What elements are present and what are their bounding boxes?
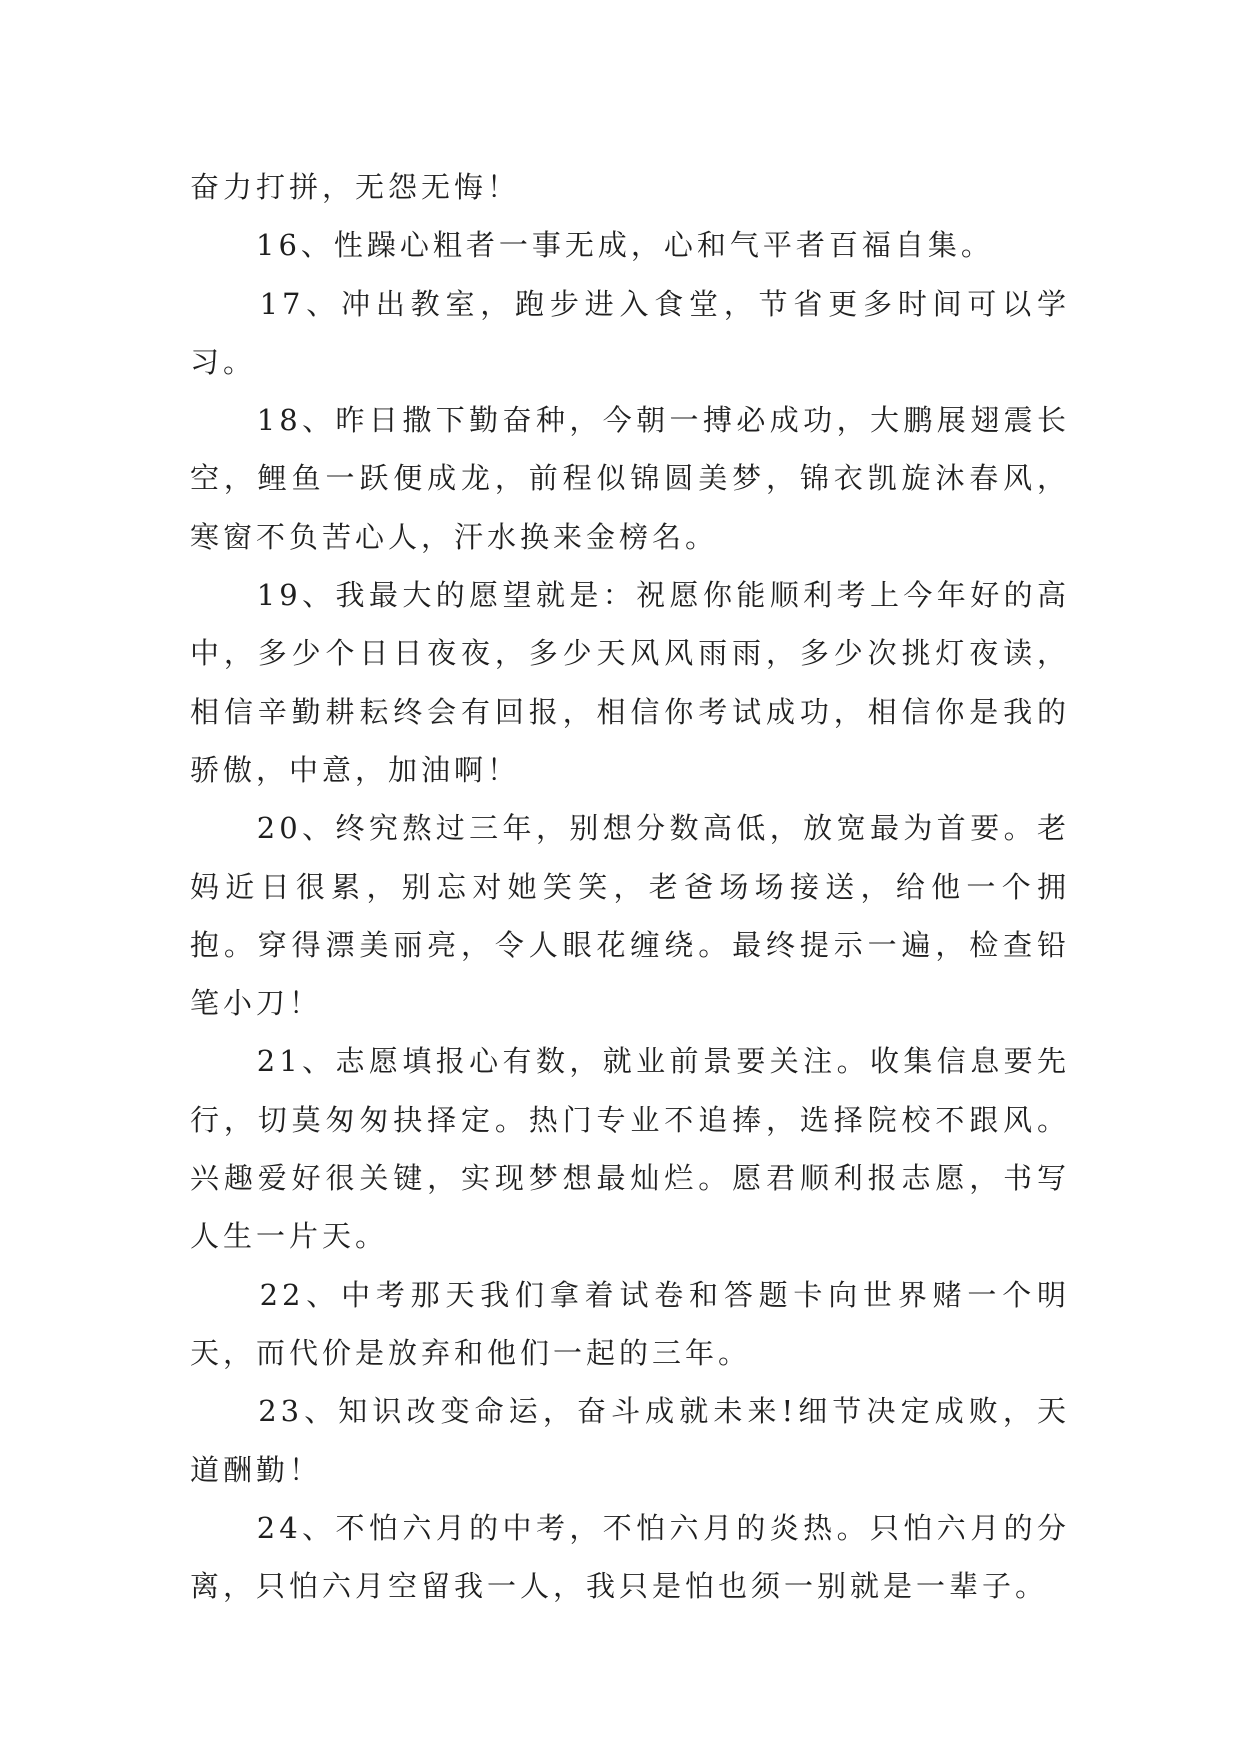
paragraph-23: 23、知识改变命运，奋斗成就未来!细节决定成败，天道酬勤！: [190, 1394, 1070, 1487]
paragraph-21: 21、志愿填报心有数，就业前景要关注。收集信息要先行，切莫匆匆抉择定。热门专业不追捧，选择院校不跟风。兴趣爱好很关键，实现梦想最灿烂。愿君顺利报志愿，书写人生一片天。: [190, 1044, 1070, 1254]
paragraph-16: 16、性躁心粗者一事无成，心和气平者百福自集。: [190, 228, 994, 263]
paragraph-18: 18、昨日撒下勤奋种，今朝一搏必成功，大鹏展翅震长空，鲤鱼一跃便成龙，前程似锦圆美梦，锦衣凯旋沐春风，寒窗不负苦心人，汗水换来金榜名。: [190, 403, 1070, 554]
paragraph-22: 22、中考那天我们拿着试卷和答题卡向世界赌一个明天，而代价是放弃和他们一起的三年。: [190, 1277, 1070, 1370]
paragraph-20: 20、终究熬过三年，别想分数高低，放宽最为首要。老妈近日很累，别忘对她笑笑，老爸场场接送，给他一个拥抱。穿得漂美丽亮，令人眼花缠绕。最终提示一遍，检查铅笔小刀！: [190, 811, 1070, 1021]
paragraph-19: 19、我最大的愿望就是：祝愿你能顺利考上今年好的高中，多少个日日夜夜，多少天风风雨雨，多少次挑灯夜读，相信辛勤耕耘终会有回报，相信你考试成功，相信你是我的骄傲，中意，加油啊！: [190, 578, 1070, 787]
paragraph-17: 17、冲出教室，跑步进入食堂，节省更多时间可以学习。: [190, 286, 1070, 379]
paragraph-24: 24、不怕六月的中考，不怕六月的炎热。只怕六月的分离，只怕六月空留我一人，我只是怕也须一别就是一辈子。: [190, 1510, 1070, 1604]
document-body: [190, 158, 1070, 1615]
paragraph-continuation: 奋力打拼，无怨无悔！: [190, 170, 521, 204]
